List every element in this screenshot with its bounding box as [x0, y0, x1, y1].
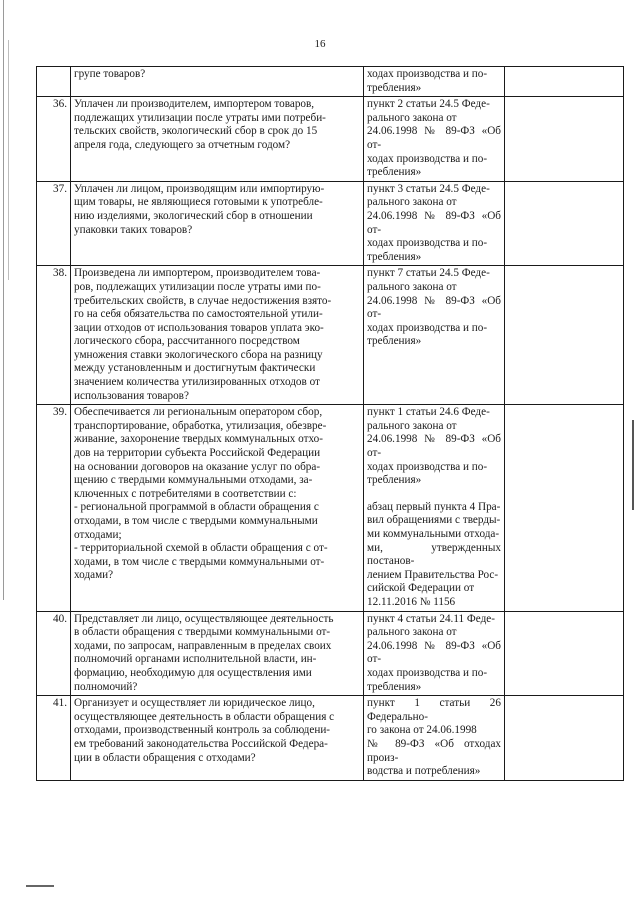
- reference-line: требления»: [367, 335, 422, 348]
- answer-cell: [505, 181, 624, 266]
- question-line: отходами, в том числе с твердыми коммунальными: [74, 515, 318, 527]
- question-line: отходами;: [74, 528, 122, 541]
- reference-line: рального закона от: [367, 280, 457, 293]
- question-line: отходами, производственный контроль за соблюдени-: [74, 724, 331, 737]
- reference-cell: [364, 405, 505, 611]
- question-line: умножения ставки экологического сбора на разницу: [74, 348, 323, 361]
- reference-line: лением Правительства Рос-: [367, 568, 499, 581]
- reference-line: ходах производства и по-: [367, 68, 488, 80]
- table-row: [37, 405, 624, 611]
- row-number: 37.: [37, 181, 71, 266]
- page-number: 16: [314, 38, 326, 50]
- question-line: ходами?: [74, 569, 114, 582]
- answer-cell: [505, 97, 624, 182]
- reference-gap: [367, 488, 501, 501]
- row-number: 41.: [37, 696, 71, 781]
- reference-cell: [364, 696, 505, 781]
- question-line: логического сбора, рассчитанного посредством: [74, 335, 300, 348]
- question-cell: [71, 67, 364, 97]
- table-row: [37, 181, 624, 266]
- question-line: зации отходов от использования товаров уплата эко-: [74, 321, 324, 334]
- table-row: [37, 97, 624, 182]
- reference-line: 12.11.2016 № 1156: [367, 595, 456, 608]
- question-line: ходами, по запросам, направленным в пределах своих: [74, 639, 332, 652]
- question-line: требительских свойств, в случае недостижения взято-: [74, 294, 332, 307]
- question-line: упаковки таких товаров?: [74, 223, 193, 236]
- reference-cell: [364, 611, 505, 696]
- scan-margin-line: [3, 0, 4, 600]
- question-line: живание, захоронение твердых коммунальных отхо-: [74, 433, 323, 446]
- question-cell: [71, 611, 364, 696]
- question-line: - региональной программой в области обращения с: [74, 501, 319, 514]
- reference-line: пункт 2 статьи 24.5 Феде-: [367, 98, 490, 111]
- question-line: в области обращения с твердыми коммунальными от-: [74, 626, 331, 639]
- reference-line: сийской Федерации от: [367, 582, 475, 595]
- question-line: щим товары, не являющиеся готовыми к употребле-: [74, 196, 323, 209]
- question-line: Уплачен ли производителем, импортером товаров,: [74, 98, 315, 111]
- reference-line: 24.06.1998 № 89-ФЗ «Об от-: [367, 433, 501, 460]
- question-line: транспортирование, обработка, утилизация, обезвре-: [74, 419, 327, 432]
- question-cell: [71, 266, 364, 405]
- row-number: [37, 67, 71, 97]
- question-line: тельских свойств, экологический сбор в срок до 15: [74, 125, 318, 138]
- reference-cell: [364, 266, 505, 405]
- question-line: полномочий?: [74, 680, 138, 693]
- question-line: ции в области обращения с отходами?: [74, 751, 256, 764]
- scan-footer-mark: [26, 885, 54, 887]
- reference-line: пункт 7 статьи 24.5 Феде-: [367, 267, 490, 280]
- reference-line: требления»: [367, 166, 422, 179]
- table-row: [37, 67, 624, 97]
- checklist-table: [36, 66, 624, 781]
- reference-line: ходах производства и по-: [367, 460, 488, 473]
- reference-line: рального закона от: [367, 419, 457, 432]
- question-line: значением количества утилизированных отходов от: [74, 376, 320, 389]
- question-cell: [71, 696, 364, 781]
- question-line: Произведена ли импортером, производителем това-: [74, 267, 321, 280]
- question-line: ходами, в том числе с твердыми коммунальными от-: [74, 555, 325, 568]
- question-cell: [71, 97, 364, 182]
- reference-line: ми, утвержденных постанов-: [367, 541, 501, 568]
- row-number: 40.: [37, 611, 71, 696]
- reference-line: 24.06.1998 № 89-ФЗ «Об от-: [367, 125, 501, 151]
- reference-line: ходах производства и по-: [367, 321, 488, 334]
- scan-edge-mark: [632, 420, 634, 510]
- reference-line: ходах производства и по-: [367, 666, 488, 679]
- question-line: между установленным и достигнутым фактически: [74, 362, 316, 375]
- reference-line: пункт 1 статьи 24.6 Феде-: [367, 406, 490, 419]
- reference-line: 24.06.1998 № 89-ФЗ «Об от-: [367, 294, 501, 321]
- question-line: Организует и осуществляет ли юридическое лицо,: [74, 697, 315, 710]
- reference-line: вил обращениями с тверды-: [367, 514, 501, 527]
- reference-line: рального закона от: [367, 196, 457, 209]
- answer-cell: [505, 266, 624, 405]
- question-line: Уплачен ли лицом, производящим или импортирую-: [74, 182, 325, 195]
- reference-line: требления»: [367, 250, 422, 263]
- question-line: групе товаров?: [74, 68, 146, 80]
- reference-line: рального закона от: [367, 111, 457, 124]
- reference-cell: [364, 181, 505, 266]
- question-line: апреля года, следующего за отчетным годом?: [74, 138, 291, 151]
- checklist-body: [37, 67, 624, 781]
- question-line: щению с твердыми коммунальными отходами, за-: [74, 474, 313, 487]
- question-line: - территориальной схемой в области обращения с от-: [74, 542, 328, 555]
- scan-margin-line: [8, 40, 9, 280]
- reference-line: 24.06.1998 № 89-ФЗ «Об от-: [367, 209, 501, 236]
- reference-line: требления»: [367, 81, 422, 94]
- question-line: использования товаров?: [74, 389, 189, 402]
- reference-line: пункт 3 статьи 24.5 Феде-: [367, 182, 490, 195]
- question-line: подлежащих утилизации после утраты ими потреби-: [74, 111, 326, 124]
- answer-cell: [505, 67, 624, 97]
- reference-line: пункт 1 статьи 26 Федерально-: [367, 697, 501, 723]
- question-cell: [71, 405, 364, 611]
- question-cell: [71, 181, 364, 266]
- question-line: ем требований законодательства Российской Федера-: [74, 737, 328, 750]
- answer-cell: [505, 696, 624, 781]
- reference-line: требления»: [367, 680, 422, 693]
- question-line: го на себя обязательства по самостоятельной утили-: [74, 308, 323, 321]
- reference-line: ходах производства и по-: [367, 237, 488, 250]
- answer-cell: [505, 611, 624, 696]
- reference-line: 24.06.1998 № 89-ФЗ «Об от-: [367, 639, 501, 666]
- question-line: полномочий органами исполнительной власти, ин-: [74, 653, 317, 666]
- question-line: нию изделиями, экологический сбор в отношении: [74, 209, 313, 222]
- reference-cell: [364, 67, 505, 97]
- question-line: на основании договоров на оказание услуг по обра-: [74, 460, 321, 473]
- row-number: 36.: [37, 97, 71, 182]
- table-row: [37, 696, 624, 781]
- reference-line: ходах производства и по-: [367, 152, 488, 165]
- question-line: ключенных с потребителями в соответствии с:: [74, 487, 297, 500]
- reference-line: рального закона от: [367, 626, 457, 639]
- question-line: формацию, необходимую для осуществления ими: [74, 666, 312, 679]
- question-line: Представляет ли лицо, осуществляющее деятельность: [74, 612, 334, 625]
- reference-line: ми коммунальными отхода-: [367, 528, 500, 540]
- table-row: [37, 611, 624, 696]
- question-line: Обеспечивается ли региональным оператором сбор,: [74, 406, 323, 419]
- reference-line: требления»: [367, 474, 422, 487]
- question-line: осуществляющее деятельность в области обращения с: [74, 710, 335, 723]
- reference-line: водства и потребления»: [367, 765, 481, 778]
- row-number: 39.: [37, 405, 71, 611]
- reference-line: пункт 4 статьи 24.11 Феде-: [367, 612, 495, 625]
- answer-cell: [505, 405, 624, 611]
- question-line: дов на территории субъекта Российской Федерации: [74, 447, 321, 460]
- row-number: 38.: [37, 266, 71, 405]
- question-line: ров, подлежащих утилизации после утраты ими по-: [74, 280, 321, 293]
- reference-cell: [364, 97, 505, 182]
- reference-line: го закона от 24.06.1998: [367, 724, 477, 737]
- reference-line: № 89-ФЗ «Об отходах произ-: [367, 737, 501, 764]
- reference-line: абзац первый пункта 4 Пра-: [367, 500, 501, 513]
- table-row: [37, 266, 624, 405]
